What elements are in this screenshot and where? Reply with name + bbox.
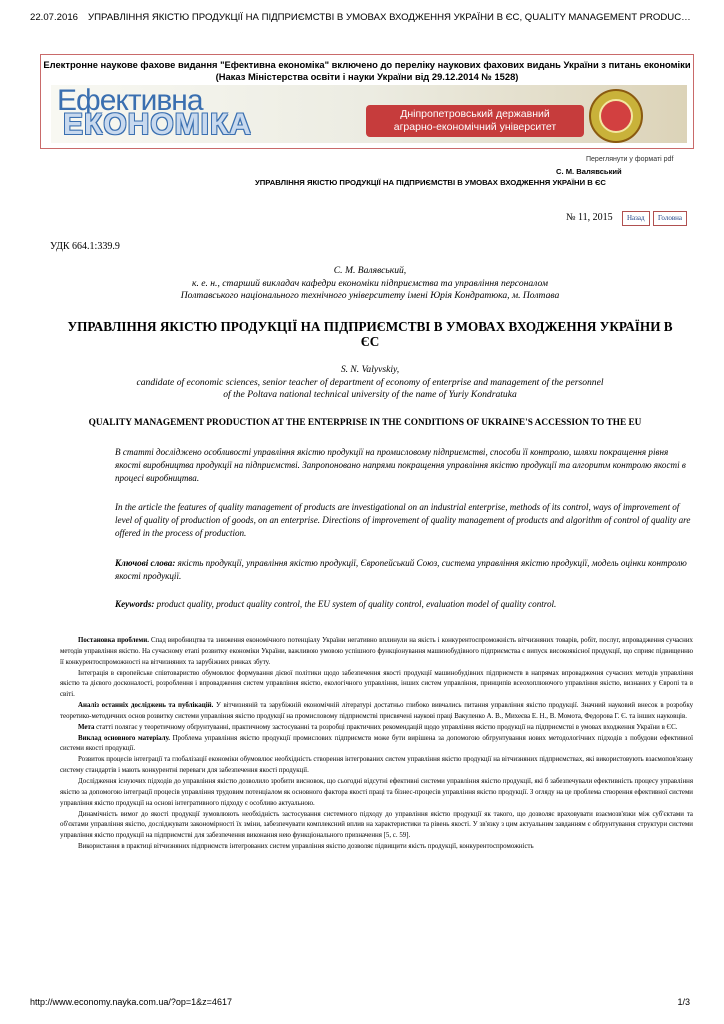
print-page-number: 1/3	[677, 997, 690, 1007]
author-ua-line2: Полтавського національного технічного університету імені Юрія Кондратюка, м. Полтава	[180, 290, 560, 301]
article-title-ua: УПРАВЛІННЯ ЯКІСТЮ ПРОДУКЦІЇ НА ПІДПРИЄМСТВІ В УМОВАХ ВХОДЖЕННЯ УКРАЇНИ В ЄС	[67, 319, 673, 349]
notice-text: Електронне наукове фахове видання "Ефективна економіка" включено до переліку наукових фахових видань України з питань економіки (Наказ Міністерства освіти і науки України від 29.12.2014 № 1528)	[43, 59, 691, 82]
issue-number: № 11, 2015	[566, 212, 613, 223]
author-ua-name: С. М. Валявський,	[333, 265, 407, 276]
journal-header	[40, 54, 694, 149]
print-footer	[30, 997, 690, 1007]
paragraph: Інтеграція в європейське співтовариство обумовлює формування дієвої політики щодо забезпечення якості продукції машинобудівних підприємств в напрямах впровадження сучасних методів управління якістю та дієвого досконалості, розроблення і впровадження систем управління якістю, екологічного управління, інших систем управління, принципів всеохоплюючого управління якістю, визнаних у Європі та в світі.	[60, 669, 693, 699]
university-line2: аграрно-економічний університет	[393, 121, 557, 133]
paragraph: Використання в практиці вітчизняних підприємств інтегрованих систем управління якістю дозволяє підвищити якість продукції, конкурентоспроможність	[78, 843, 534, 851]
paragraph: Постановка проблеми. Спад виробництва та зниження економічного потенціалу України негативно вплинули на якість і конкурентоспроможність вітчизняних товарів, робіт, послуг, впровадження сучасних методів управління якістю. На сучасному етапі розвитку економіки України, важливою умовою успішного функціонування машинобудівного підприємства є випуск високоякісної продукції, що сприяє підвищенню її конкурентоспроможності на вітчизняних та зарубіжних ринках збуту.	[60, 637, 693, 666]
logo-line1: Ефективна	[57, 85, 203, 117]
udk-code: УДК 664.1:339.9	[50, 241, 120, 252]
author-en-line1: candidate of economic sciences, senior teacher of department of economy of enterprise and management of the personnel	[136, 376, 604, 388]
author-ua	[50, 265, 690, 303]
keywords-en	[115, 598, 693, 611]
keywords-en-label: Keywords:	[115, 599, 155, 609]
paragraph: Дослідження існуючих підходів до управління якістю дозволило зробити висновок, що сьогодні відсутні ефективні системи управління якістю продукції, які б забезпечували ефективність процесу управління якістю за допомогою інтеграції процесів управління трудовим потенціалом як основного фактора якості праці та бізнес-процесів управління якістю продукції. З огляду на це проблема створення ефективної системи управління якістю продукції на основі інтегративного підходу є особливо актуальною.	[60, 777, 693, 807]
pdf-link[interactable]: Переглянути у форматі pdf	[586, 156, 674, 163]
print-header	[30, 12, 700, 23]
home-button[interactable]: Головна	[653, 211, 687, 226]
paragraph: Мета статті полягає у теоретичному обґрунтуванні, практичному застосуванні та розробці практичних рекомендацій щодо управління якістю продукції на підприємстві в умовах входження України в ЄС.	[78, 723, 678, 731]
article-title-en: QUALITY MANAGEMENT PRODUCTION AT THE ENTERPRISE IN THE CONDITIONS OF UKRAINE'S ACCESSION TO THE EU	[88, 418, 642, 428]
keywords-ua-text: якість продукції, управління якістю продукції, Європейський Союз, система управління якістю продукції, модель оцінки контролю якості продукції.	[115, 558, 687, 581]
article-body	[60, 636, 693, 853]
author-en	[50, 364, 690, 402]
paragraph: Виклад основного матеріалу. Проблема управління якістю продукції промислових підприємств може бути вирішена за допомогою обгрунтування нових методологічних підходів з побудови ефективної системи якості продукції.	[60, 734, 693, 753]
back-button[interactable]: Назад	[622, 211, 650, 226]
author-en-line2: of the Poltava national technical university of the name of Yuriy Kondratuka	[223, 389, 517, 400]
author-top: С. М. Валявський	[556, 167, 622, 176]
keywords-en-text: product quality, product quality control, the EU system of quality control, evaluation model of quality control.	[154, 599, 557, 609]
paragraph: Аналіз останніх досліджень та публікацій. У вітчизняній та зарубіжній економічній літературі достатньо глибоко вивчались питання управління якістю продукції. Значний науковий внесок в розробку теоретико-методичних основ розвитку системи управління якістю продукції на промисловому підприємстві присвячені наукові праці Вакуленко А. В., Михеєва Е. Н., В. Момота, Федорова Г. Є. та інших науковців.	[60, 702, 694, 720]
abstract-en: In the article the features of quality management of products are investigational on an industrial enterprise, methods of its control, ways of improvement of level of quality of production of goods, on an enterprise. Directions of improvement of quality management of products and algorithm of control of quality are offered in the process of production.	[115, 502, 691, 538]
keywords-ua	[115, 557, 693, 583]
author-ua-line1: к. е. н., старший викладач кафедри економіки підприємства та управління персоналом	[191, 277, 549, 289]
journal-banner[interactable]	[51, 85, 687, 143]
print-title: УПРАВЛІННЯ ЯКІСТЮ ПРОДУКЦІЇ НА ПІДПРИЄМСТВІ В УМОВАХ ВХОДЖЕННЯ УКРАЇНИ В ЄС, QUALITY MANAGEMENT PRODUC…	[88, 12, 691, 23]
title-top: УПРАВЛІННЯ ЯКІСТЮ ПРОДУКЦІЇ НА ПІДПРИЄМСТВІ В УМОВАХ ВХОДЖЕННЯ УКРАЇНИ В ЄС	[255, 178, 606, 187]
university-line1: Дніпропетровський державний	[400, 108, 550, 120]
logo-line2: ЕКОНОМІКА	[63, 108, 252, 141]
keywords-ua-label: Ключові слова:	[115, 558, 176, 568]
author-en-name: S. N. Valyvskiy,	[340, 364, 400, 375]
university-badge	[366, 105, 584, 137]
paragraph: Розвиток процесів інтеграції та глобалізації економіки обумовлює необхідність створення інтегрованих систем управління якістю продукції на вітчизняних підприємствах, які використовують взаємопов'язану систему стандартів і мають конкурентні переваги для забезпечення якості продукції.	[60, 756, 693, 775]
print-url: http://www.economy.nayka.com.ua/?op=1&z=4617	[30, 997, 232, 1007]
paragraph: Динамічність вимог до якості продукції зумовлюють необхідність застосування системного підходу до управління якістю продукції як такого, що дозволяє враховувати взаємозв'язки між суб'єктами та об'єктами управління якістю, досліджувати закономірності їх зміни, забезпечувати комплексний вплив на характеристики та рівень якості. У зв'язку з цим актуальним завданням є обґрунтування структури системи управління якістю продукції на підприємстві для забезпечення виконання нею функціонального призначення [5, с. 59].	[60, 810, 693, 840]
university-emblem-icon	[589, 89, 643, 143]
abstract-ua: В статті досліджено особливості управління якістю продукції на промисловому підприємстві, способи її контролю, шляхи покращення рівня якості виробництва продукції на підприємстві. Запропоновано напрями покращення управління якістю продукції та алгоритм контролю якості в процесі виробництва.	[115, 447, 686, 483]
print-date: 22.07.2016	[30, 12, 79, 23]
